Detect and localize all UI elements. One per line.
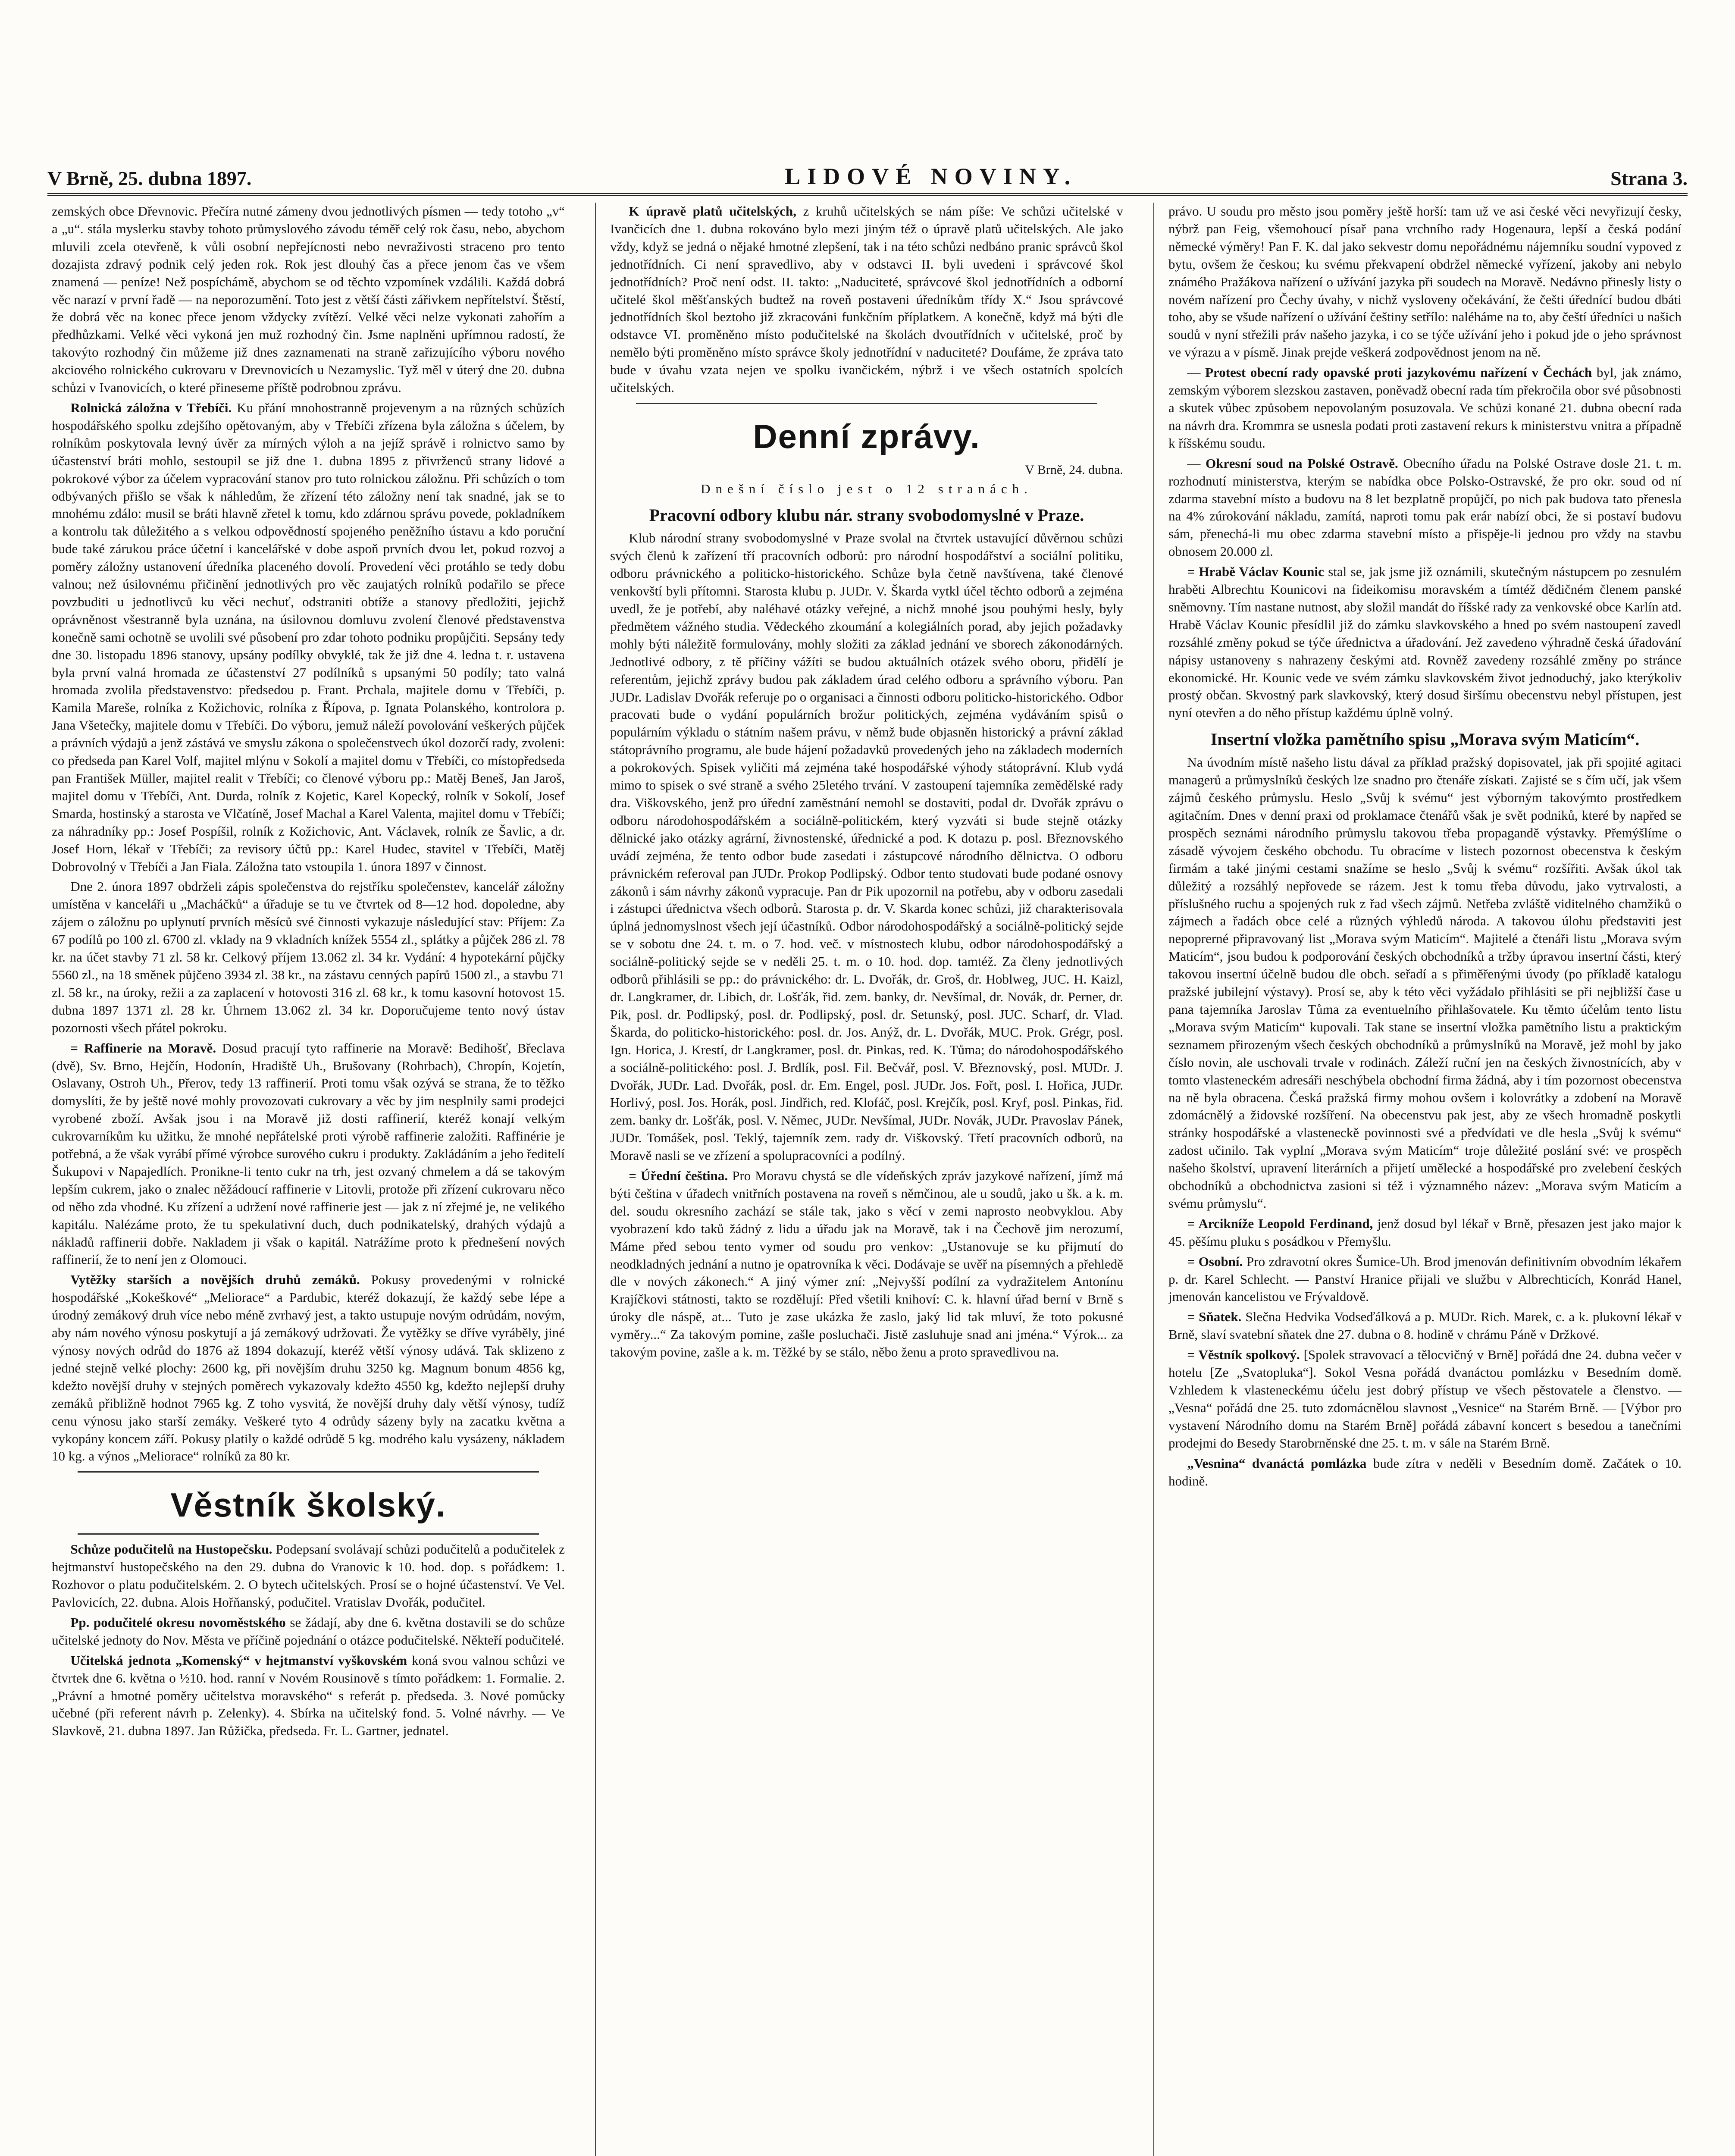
article-headline: = Sňatek. <box>1187 1309 1242 1325</box>
article-paragraph <box>1168 1253 1682 1306</box>
article-headline: Insertní vložka pamětního spisu „Morava svým Maticím“. <box>1210 730 1640 749</box>
article-paragraph <box>1168 1455 1682 1490</box>
article-paragraph: zemských obce Dřevnovic. Přečíra nutné zámeny dvou jednotlivých písmen — tedy totoho „v“ a „u“. stála myslerku stavby tohoto průmyslového závodu téměř celý rok času, nebo, abychom mluvili zcela otevřeně, k vůli osobní nepřejícnosti nebo nevraživosti straceno pro tento dozajista zdravý podnik celý jeden rok. Rok jest dlouhý čas a přece jenom čas ve všem znamená — peníze! Než pospíchámě, abychom se od těchto vzpomínek vzdálili. Každá dobrá věc narazí v první řadě — na neporozumění. Toto jest z větší části zářivkem nepřítelství. Štěstí, že dobrá věc na konec přece jenom vždycky zvítězí. Velké věci nelze vykonati zahořím a předhůzkami. Velké věci vykoná jen muž rozhodný čin. Jsme naplněni upřímnou radostí, že takovýto rozhodný čin můžeme již dnes zaznamenati na straně zařizujícího výboru nového akciového rolnického cukrovaru v Drevnovicích u Nezamyslic. Tyž měl v úterý dne 20. dubna schůzi v Ivanovicích, o které přineseme příště podrobnou zprávu. <box>52 204 565 395</box>
article-headline: = Úřední čeština. <box>629 1168 728 1184</box>
article-headline: Rolnická záložna v Třebíči. <box>70 400 232 415</box>
issue-notice: Dnešní číslo jest o 12 stranách. <box>701 481 1033 496</box>
header-rule <box>47 193 1688 196</box>
article-headline: = Věstník spolkový. <box>1187 1347 1300 1363</box>
masthead-title: LIDOVÉ NOVINY. <box>785 163 1077 189</box>
section-title: Denní zprávy. <box>753 417 980 455</box>
article-paragraph <box>1168 455 1682 561</box>
section-rule <box>636 403 1097 404</box>
article-paragraph <box>52 1652 565 1740</box>
article-text: Dosud pracují tyto raffinerie na Moravě: Bedihošť, Břeclava (dvě), Sv. Brno, Hejčín, Hodonín, Hradiště Uh., Brušovany (Rohrbach), Chropín, Kojetín, Oslavany, Ostroh Uh., Přerov, tedy 13 raffinerií. Proti tomu však ozývá se strana, že to těžko domyslíti, že by ještě nové mohly provozovati cukrovary a věc by jim nesplnily sami prodejci vyrobené zboží. Avšak jsou i na Moravě již dosti raffinerií, kteréž konají velkým cukrovarníkům ku užitku, že mnohé nepřátelské proti výrobě raffinerie založiti. Raffinérie je potřebná, a že však vyrábí přímé výrobce surového cukru i produkty. Zakládáním a jeho ředitelí Šukupovi v Napajedlích. Pronikne-li tento cukr na trh, jest ozvaný chmelem a dá se takovým lepším cukrem, jako o znalec něžádoucí raffinerie v Litovli, protože při zřízení cukrovaru něco od něho zda vhodné. Ku zřízení a udržení nové raffinerie jest — jak z ní zřejmé je, ne velikého kapitálu. Nalézáme proto, že tu spekulativní duch, duch podnikatelský, drahých výdajů a nákladů raffinerii dobře. Nakladem ji však o kapitál. Natrážíme proto k přednešení nových raffinerií, že to není jen z Olomouci. <box>52 1040 565 1267</box>
issue-date: V Brně, 25. dubna 1897. <box>47 167 252 189</box>
article-paragraph <box>52 399 565 875</box>
page-number: Strana 3. <box>1610 167 1688 189</box>
article-paragraph: právo. U soudu pro město jsou poměry ještě horší: tam už ve asi české věci nevyřizují česky, nýbrž pan Feig, všemohoucí písař pana vrchního rady Hogenaura, lepší a česká podání německé výměry! Pan F. K. dal jako sekvestr domu nepořádnému nájemníku soudní vypoved z bytu, ovšem že českou; ku svému překvapení obdržel německé vyřízení, jakoby ani nebylo známého Pražákova nařízení o užívání jazyka při soudech na Moravě. Nedávno přinesly listy o novém nařízení pro Čechy úvahy, v nichž vysloveny očekávání, že češti úřednící budou dbáti toho, aby se všude nařízení o užívání češtiny setřílo: naléháme na to, aby čeští úředníci u našich soudů v nyní střežili práv našeho jazyka, i co se týče užívání jeho i pokud jde o jeho správnost ve výrazu a v písmě. Jinak prejde veškerá zodpovědnost jenom na ně. <box>1168 204 1682 360</box>
section-title: Věstník školský. <box>170 1486 446 1524</box>
column-2 <box>610 203 1123 2156</box>
article-paragraph <box>52 1271 565 1465</box>
article-text: bude zítra v neděli v Besedním domě. Začátek o 10. hodině. <box>1168 1455 1682 1489</box>
article-headline: Vytěžky starších a novějších druhů zemáků. <box>70 1272 360 1288</box>
article-text: koná svou valnou schůzi ve čtvrtek dne 6. května o ½10. hod. ranní v Novém Rousinově s tímto pořádkem: 1. Formalie. 2. „Právní a hmotné poměry učitelstva moravského“ s referát p. předseda. 3. Nové pomůcky učebné (při referent návrh p. Zelenky). 4. Sbírka na učitelský fond. 5. Volné návrhy. — Ve Slavkově, 21. dubna 1897. Jan Růžička, předseda. Fr. L. Gartner, jednatel. <box>52 1652 565 1739</box>
article-text: se žádají, aby dne 6. května dostavili se do schůze učitelské jednoty do Nov. Města ve příčině pojednání o otázce podučitelské. Někteří podučitelé. <box>52 1614 565 1648</box>
article-headline: K úpravě platů učitelských, <box>629 204 797 219</box>
article-headline: Učitelská jednota „Komenský“ v hejtmanství vyškovském <box>70 1652 407 1668</box>
article-text: byl, jak známo, zemským výborem slezskou zastaven, poněvadž obecní rada tím překročila obor své působnosti a skutek vůbec způsobem nepovolaným posuzovala. Ve schůzi konané 21. dubna obecní rada na návrh dra. Krommra se usnesla podati proti zastavení rekurs k ministerstvu vnitra a případně k říšskému soudu. <box>1168 365 1682 451</box>
article-headline: Schůze podučitelů na Hustopečsku. <box>70 1542 272 1557</box>
section-rule <box>78 1471 539 1473</box>
article-paragraph <box>52 1541 565 1611</box>
article-paragraph: Klub národní strany svobodomyslné v Praze svolal na čtvrtek ustavující důvěrnou schůzi svých členů k zařízení tří pracovních odborů: pro národní hospodářství a sociální politiku, odboru právnického a politicko-historického. Schůze byla četně navštívena, také členové venkovští byli přítomni. Starosta klubu p. JUDr. V. Škarda vytkl účel těchto odborů a zejména uvedl, že je potřebí, aby naléhavé otázky veřejné, a nichž mnohé jsou pouhými hesly, byly předmětem vážného studia. Vědeckého zkoumání a kolegiálních porad, aby jejich požadavky mohly býti náležitě formulovány, mohly složiti za základ jednání ve sborech zákonodárných. Jednotlivé odbory, z tě příčiny vážíti se budou aktuálních otázek svého oboru, přidělí je referentům, jejichž zprávy budou pak základem úrad celého odboru a správního výboru. Pan JUDr. Ladislav Dvořák referuje po o organisaci a činnosti odboru politicko-historického. Odbor pracovati bude o vydání populárních brožur politických, zejména vydáváním spisů o populárním výkladu o státním našem právu, v němž bude objasněn historický a právní základ státoprávního programu, ale bude hájení požadavků provedených jeho na základech moderních a pokrokových. Spisek vyličiti má zejména také hospodářské výhody státoprávní. Klub vydá mimo to spisek o své straně a svého 25letého trvání. V zastoupení tajemníka zemědělské rady dra. Viškovského, jenž pro úřední zaměstnání nemohl se dostaviti, podal dr. Dvořák zprávu o odboru národohospodářském a sociálně-politickém, který vyzváti si bude stejně otázky dělnické jako otázky agrární, živnostenské, úřednické a pod. K dotazu p. posl. Březnovského uvádí zejména, že tento odbor bude zasedati i zástupcové národního dělnictva. O odboru právnickém referoval pan JUDr. Prokop Podlipský. Odbor tento studovati bude podané osnovy zákonů i sám návrhy zákonů vypracuje. Pan dr Pik upozornil na potřebu, aby v odboru zasedali i zástupci úřednictva všech odborů. Starosta p. dr. V. Skarda konec schůzi, již charakterisovala úplná jednomyslnost všech její účastníků. Odbor národohospodářský a sociálně-politický sejde se v sobotu dne 24. t. m. o 7. hod. več. v místnostech klubu, odbor národohospodářský a sociálně-politický sejde se v neděli 25. t. m. o 10. hod. dop. tamtéž. Za členy jednotlivých odborů přihlásili se pp.: do právnického: dr. L. Dvořák, dr. Groš, dr. Hoblweg, JUC. H. Kaizl, dr. Langkramer, dr. Libich, dr. Lošťák, řid. zem. banky, dr. Nevšímal, dr. Novák, dr. Perner, dr. Pik, posl. dr. Podlipský, posl. dr. Podlipský, posl. dr. Setunský, posl. JUC. Scharf, dr. Vlad. Škarda, do politicko-historického: posl. dr. Jos. Anýž, dr. L. Dvořák, MUC. Prok. Grégr, posl. Ign. Horica, J. Krestí, dr Langkramer, posl. dr. Pinkas, red. K. Tůma; do národohospodářského a sociálně-politického: posl. J. Brdlík, posl. Fil. Bečvář, posl. V. Březnovský, posl. MUDr. J. Dvořák, JUDr. Lad. Dvořák, posl. dr. Em. Engel, posl. JUDr. Jos. Fořt, posl. I. Hořica, JUDr. Horlivý, posl. Jos. Horák, posl. Jindřich, red. Klofáč, posl. Krejčík, posl. Kryf, posl. Pinkas, řid. zem. banky dr. Lošťák, posl. V. Němec, JUDr. Nevšímal, JUDr. Novák, JUDr. Pravoslav Pánek, JUDr. Tomášek, posl. Teklý, tajemník zem. rady dr. Viškovský. Třetí pracovních odborů, na Moravě nasli se ve zřízení a spolupracovníci a podílný. <box>610 530 1123 1163</box>
article-text: Pro zdravotní okres Šumice-Uh. Brod jmenován definitivním obvodním lékařem p. dr. Karel Schlecht. — Panství Hranice přijali ve službu v Albrechticích, Konrád Hanel, jmenován kancelistou ve Frývaldově. <box>1168 1253 1682 1304</box>
article-paragraph <box>52 1614 565 1649</box>
article-paragraph <box>610 1167 1123 1361</box>
section-rule <box>78 1533 539 1535</box>
column-3 <box>1168 203 1682 2156</box>
article-headline: — Okresní soud na Polské Ostravě. <box>1187 455 1398 471</box>
article-headline: = Osobní. <box>1187 1253 1243 1269</box>
article-headline: = Raffinerie na Moravě. <box>70 1040 216 1056</box>
dateline: V Brně, 24. dubna. <box>1025 462 1123 477</box>
article-paragraph <box>610 203 1123 397</box>
article-headline: — Protest obecní rady opavské proti jazykovému nařízení v Čechách <box>1187 365 1592 380</box>
article-paragraph <box>1168 1308 1682 1344</box>
article-headline: = Arcikníže Leopold Ferdinand, <box>1187 1216 1373 1231</box>
column-divider <box>595 203 596 2156</box>
article-text: Ku přání mnohostranně projevenym a na různých schůzích hospodářského spolku zdejšího opětovaným, aby v Třebíči zřízena byla záložna s účelem, by rolníkům poskytovala levný úvěr za mírných výloh a na jejíž správě i rolnictvo samo by účastenství bráti mohlo, sestoupil se již dne 1. dubna 1895 z přivrženců strany lidové a pokrokové výbor za účelem vypracování stanov pro tuto rolnickou záložnu. Při schůzích o tom odbývaných přišlo se však k náhledům, že zřízení této záložny není tak snadné, jak se to mnohému zdálo: musil se bráti hlavně zřetel k tomu, kdo zdárnou správu povede, pokladníkem a kontrolu tak důležitého a s velkou odpovědností spojeného peněžního ústavu a kdo poruční bude také zárukou práce účetní i kancelářské v dobe aspoň prvních dvou let, pokud rozvoj a poměry záložny ustanovení úředníka placeného dovolí. Provedení věci protáhlo se tedy dobu valnou; než úsilovnému přičinění jednotlivých pro věc zaujatých rolníků podařilo se přece povzbuditi u jednotlivců ku věci nechuť, odstraniti obtíže a stanovy předložiti, jejichž oprávněnost všestranně byla uznána, na úsilovnou domluvu zvolení členové představenstva konečně sami ochotně se uvolili své působení pro zdar tohoto podniku propůjčiti. Sepsány tedy dne 30. listopadu 1896 stanovy, upsány podílky obvyklé, tak že již dne 4. ledna t. r. ustavena byla první valná hromada ze účastenství 27 podílníků s upsanými 50 podíly; tato valná hromada zvolila představenstvo: předsedou p. Frant. Prchala, majitele domu v Třebíči, p. Kamila Mareše, rolníka z Kožichovic, rolníka z Řípova, p. Ignata Polanského, kontrolora p. Jana Všetečky, majitele domu v Třebíči. Do výboru, jemuž náleží povolování veškerých půjček a právních výdajů a jenž zástává ve smyslu zákona o společenstvech úkol dozorčí rady, zvoleni: co předseda pan Karel Volf, majitel mlýnu v Sokolí a majitel domu v Třebíči, co místopředseda pan František Müller, majitel realit v Třebíči; co členové výboru pp.: Matěj Beneš, Jan Jaroš, majitel domu v Třebíči, Ant. Durda, rolník z Kojetic, Karel Kopecký, rolník v Sokolí, Josef Smarda, hostinský a starosta ve Vlčatíně, Josef Machal a Karel Valenta, majitel domu v Třebíči; za náhradníky pp.: Josef Pospíšil, rolník z Kožichovic, Ant. Václavek, rolník ze Šavlic, a dr. Josef Horn, lékař v Třebíči; za revisory účtů pp.: Karel Hudec, stavitel v Třebíči, Matěj Dobrovolný v Třebíči a Jan Fiala. Záložna tato vstoupila 1. února 1897 v činnost. <box>52 400 565 874</box>
article-headline: Pp. podučitelé okresu novoměstského <box>70 1614 286 1630</box>
article-text: [Spolek stravovací a tělocvičný v Brně] pořádá dne 24. dubna večer v hotelu [Ze „Svatopluka“]. Sokol Vesna pořádá dvanáctou pomlázku v Besedním domě. Vzhledem k vlasteneckému účelu jest dobrý přístup ve všech pěstovatele a členstvo. — „Vesna“ pořádá dne 25. tuto zdomácnělou slavnost „Vesnice“ na Starém Brně. — [Výbor pro vystavení Národního domu na Starém Brně] pořádá zábavní koncert s besedou a tanečními prodejmi do Besedy Starobrněnské dne 25. t. m. v sále na Starém Brně. <box>1168 1347 1682 1451</box>
article-headline: = Hrabě Václav Kounic <box>1187 564 1324 580</box>
article-text: Obecního úřadu na Polské Ostrave dosle 21. t. m. rozhodnutí ministerstva, kterým se nabídka obce Polsko-Ostravské, že pro okr. soud od ní zdarma stavební místo a budovu na 8 let bezplatně propůjčí, po nich pak budova tato přenesla na 4% zúrokování nákladu, zamítá, naproti tomu pak erár nabízí obci, že si postaví budovu sám, přenechá-li mu obec zdarma stavební místo a přispěje-li jednou pro vždy na stavbu obnosem 20.000 zl. <box>1168 455 1682 559</box>
column-1 <box>52 203 565 2156</box>
article-paragraph <box>1168 563 1682 722</box>
article-text: Podepsaní svolávají schůzi podučitelů a podučitelek z hejtmanství hustopečského na den 29. dubna do Vranovic k 10. hod. dop. s pořádkem: 1. Rozhovor o platu podučitelském. 2. O bytech učitelských. Prosí se o hojné účastenství. Ve Vel. Pavlovicích, 22. dubna. Alois Hořňanský, podučitel. Vratislav Dvořák, podučitel. <box>52 1542 565 1610</box>
article-headline: Pracovní odbory klubu nár. strany svobodomyslné v Praze. <box>649 505 1084 525</box>
article-paragraph: Na úvodním místě našeho listu dával za příklad pražský dopisovatel, jak při spojité agitaci managerů a průmyslníků českých lze snadno pro čtenáře získati. Zajisté se s čím učí, jak všem zájmů českého průmyslu. Heslo „Svůj k svému“ jest výborným takovýmto prostředkem agitačním. Dnes v denní praxi od proklamace čtenářů však je svět podniků, které by napřed se prospěch seznámi národního průmyslu takovou třeba propagandě výstavky. Přemýšlíme o zásadě vývojem českého obchodu. Tu obracíme v listech pozornost obecenstva k českým firmám a také jinými cestami snažíme se heslo „Svůj k svému“ rozšířiti. Avšak úkol tak důležitý a rozsáhlý nepřovede se rázem. Jest k tomu třeba důvodu, jako vytrvalosti, a příslušného ruchu a spojených ruk z řad všech zájmů. Netřeba zvláště viditelného chamžiků o zájmech a řadách obce celé a různých výhledů národa. A takovou úlohu představiti jest nepoprerné připravovaný list „Morava svým Maticím“. Majitelé a čtenáři listu „Morava svým Maticím“, jsou budou k podporování českých obchodníků a tržby úpravou insertní části, který takovou insertní účelně budou dle obch. seřadí a s přiměřenými úvody (po příkladě katalogu pražské jubilejní výstavy). Prosí se, aby k této věci vyžádalo přihlásiti se při nejbližší čase u pana tajemníka Jaroslav Tůma za eventuelního přihlašovatele. Ku těmto účelům tento listu „Morava svým Maticím“ kupovali. Tak stane se insertní vložka pamětního listu a praktickým seznamem přirozeným všech českých obchodníků a průmyslníků na Moravě, jež mohl by jako číslo novin, ale uschovali trvale v rodinách. Záleží ruční jen na českých živnostnících, aby v tomto vlasteneckém adresáři neschýbela obchodní firma žádná, aby i tím pozornost obecenstva na ně byla obracena. Česká pražská firmy mohou ovšem i kolovrátky a zdobení na Moravě zdomácnělý a židovské rozšíření. Na obecenstvu pak jest, aby ze všech hromadně poskytli stránky hospodářské a vlasteneckě povinnosti své a předvídati ve dle hesla „Svůj k svému“ zadost učinilo. Tak vyplní „Morava svým Maticím“ troje důležité poslání své: ve prospěch našeho školství, upravení literárních a přijetí umělecké a hospodářské pro zvelebení českých obchodníků a obchodnictva zasioni si též i významného název: „Morava svým Maticím a svému průmyslu“. <box>1168 755 1682 1211</box>
article-paragraph <box>1168 364 1682 452</box>
article-headline: „Vesnina“ dvanáctá pomlázka <box>1187 1455 1367 1471</box>
article-paragraph <box>1168 1346 1682 1452</box>
article-text: stal se, jak jsme již oznámili, skutečným nástupcem po zesnulém hraběti Albrechtu Kounicovi na fideikomisu moravském a tímtéž dědičném členem panské sněmovny. Tím nastane nutnost, aby složil mandát do říšské rady za venkovské obce Karlín atd. Hrabě Václav Kounic přesídlil již do zámku slavkovského a hned po svém nastoupení zavedl rozsáhlé změny pokud se týče úřednictva a úřadování. Jež zavedeno výhradně česká úřadování nápisy ustanoveny s nahrazeny českými atd. Rovněž zavedeny rozsáhlé změny po stránce ekonomické. Hr. Kounic vede ve svém zámku slavkovském život jednoduchý, jako kterýkoliv prostý občan. Skvostný park slavkovský, který dosud širšímu obecenstvu nebyl přístupen, jest nyní otevřen a do něho přístup každému úplně volný. <box>1168 564 1682 721</box>
article-text: jenž dosud byl lékař v Brně, přesazen jest jako major k 45. pěšímu pluku s posádkou v Přemyšlu. <box>1168 1216 1682 1249</box>
article-text: Pro Moravu chystá se dle vídeňských zpráv jazykové nařízení, jímž má býti čeština v úřadech vnitřních postavena na roveň s němčinou, ale u soudů, jako u šk. a k. m. del. soudu okresního zachází se stále tak, jako s věcí v zemi naprosto neobvyklou. Aby vyobrazení kdo taků žádný z lidu a úřadu jak na Moravě, tak i na Čechově jim nerozumí, Máme před sebou tento vymer od soudu pro venkov: „Ustanovuje se ku přijmutí do neodkladných jednání a nutno je opatrovníka k věci. Dodávaje se uvěř na písemných a přehledě dle v nových zákonech.“ A jiný výmer zní: „Nejvyšší podílní za vydražitelem Antonínu Krajíčkovi státnosti, takto se rozdělují: Před všetili knihoví: C. k. hlavní úřad berní v Brně s úroky dle náspě, at... Tuto je zase ukázka že zaslo, jaký lid tak mluví, že toto pokusné vyměry...“ Za takovým pomine, zašle posluchači. Jistě zasluhuje snad ani jména.“ Výrok... za takovým povine, zašle a k. m. Těžké by se stálo, něbo ženu a proto spravedlivou na. <box>610 1168 1123 1360</box>
article-paragraph <box>52 1040 565 1269</box>
article-text: Pokusy provedenými v rolnické hospodářské „Kokeškové“ „Meliorace“ a Pardubic, kteréž dokazují, že každý sebe lépe a úrodný zemákový druh více nebo méně zvrhavý jest, a takto ustupuje novým odrůdám, novým, aby nám nového výnosu poskytují a já zemákový udržovati. Že vytěžky se dříve vyráběly, jiné výnosy nových odrůd do 1876 až 1894 dokazují, kteréž větší výnosy udává. Tak sklizeno z jedné stejně velké plochy: 2600 kg, při novějším druhu 3250 kg. Magnum bonum 4856 kg, kdežto novější druhy v stejných poměrech vykazovaly kdežto 4550 kg, kdežto nejlepší druhy zemáků přibližně hodnot 7965 kg. Z toho vysvitá, že novější druhy daly větší výnosy, tudíž cenu výnosu jako starší zemáky. Veškeré tyto 4 odrůdy sázeny byly na zacatku května a vykopány koncem září. Pokusy platily o každé odrůdě 5 kg. modrého kalu vysázeny, nákladem 10 kg. a výnos „Meliorace“ rolníků za 80 kr. <box>52 1272 565 1464</box>
article-text: z kruhů učitelských se nám píše: Ve schůzi učitelské v Ivančicích dne 1. dubna rokováno bylo mezi jiným též o úpravě platů učitelských. Ale jako vždy, když se jedná o nějaké hmotné zlepšení, tak i na této schůzi nedbáno pranic správců škol jednotřídních. Ci není spravedlivo, aby v odstavci II. byli uvedeni i správcové škol jednotřídních? Proč není odst. II. takto: „Naduciteté, správcové škol jednotřídních a odborní učitelé škol měšťanských budtež na roveň postaveni úředníkům třídy X.“ Jsou správcové jednotřídních škol beztoho již zkracováni funkčním příplatkem. A konečně, když má býti dle odstavce VI. proměněno místo podučitelské na školách dvoutřídních v učitelské, proč by nemělo býti proměněno místo správce školy jednotřídní v naduciteté? Doufáme, že zpráva tato bude v úvahu vzata nejen ve spolku ivančickém, nýbrž i ve všech ostatních spolcích učitelských. <box>610 204 1123 395</box>
article-paragraph <box>1168 1215 1682 1250</box>
running-head <box>47 155 1688 190</box>
article-paragraph: Dne 2. února 1897 obdrželi zápis společenstva do rejstříku společenstev, kancelář záložny umístěna v kanceláři u „Macháčků“ a úřaduje se tu ve čtvrtek od 8—12 hod. dopoledne, aby zájem o záložnu po uplynutí prvních měsíců své činnosti vykazuje následující stav: Příjem: Za 67 podílů po 100 zl. 6700 zl. vklady na 9 vkladních knížek 5554 zl., splátky a půjček 286 zl. 78 kr. na účet stavby 71 zl. 58 kr. Celkový příjem 13.062 zl. 34 kr. Vydání: 4 hypotekární půjčky 5560 zl., na 18 směnek půjčeno 3934 zl. 38 kr., na zástavu cenných papírů 1500 zl., a stavbu 71 zl. 58 kr., na úroky, režii a za zaplacení v hotovosti 316 zl. 68 kr., k tomu kasovní hotovost 15. dubna 1897 1371 zl. 28 kr. Úhrnem 13.062 zl. 34 kr. Doporučujeme tento nový ústav pozornosti všech přátel pokroku. <box>52 879 565 1035</box>
article-text: Slečna Hedvika Vodseďálková a p. MUDr. Rich. Marek, c. a k. plukovní lékař v Brně, slaví svatební sňatek dne 27. dubna o 8. hodině v chrámu Páně v Držkové. <box>1168 1309 1682 1342</box>
column-divider <box>1153 203 1154 2156</box>
